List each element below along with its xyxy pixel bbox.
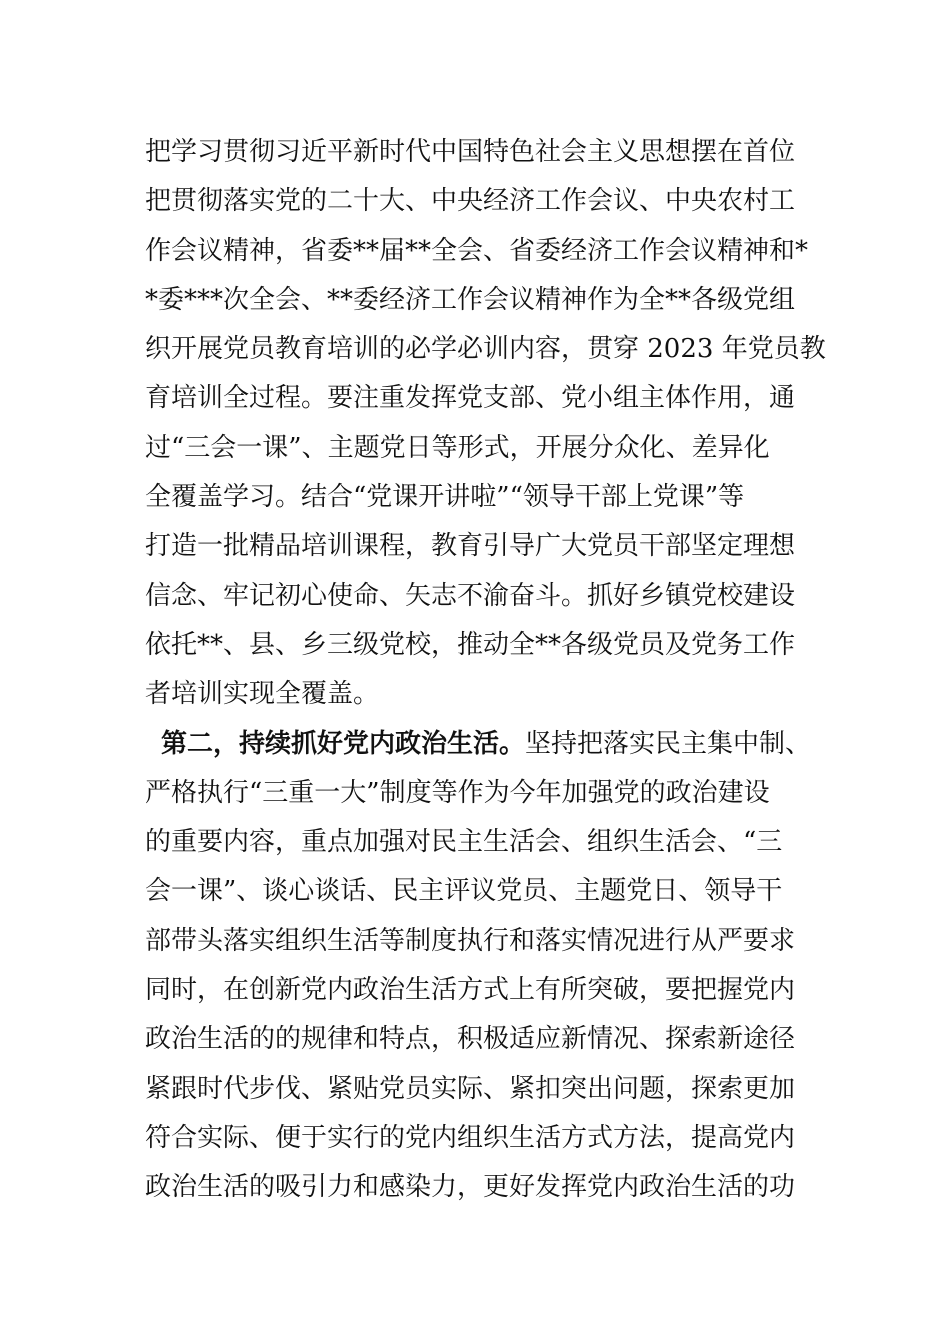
text-line: 把贯彻落实党的二十大、中央经济工作会议、中央农村工 xyxy=(145,186,796,217)
section-heading-rest: 坚持把落实民主集中制、 xyxy=(525,728,812,759)
text-line: 的重要内容，重点加强对民主生活会、组织生活会、“三 xyxy=(145,827,783,858)
text-line: 同时，在创新党内政治生活方式上有所突破，要把握党内 xyxy=(145,975,796,1006)
text-line: 全覆盖学习。结合“党课开讲啦”“领导干部上党课”等 xyxy=(145,482,745,513)
text-line: 者培训实现全覆盖。 xyxy=(145,679,380,710)
text-line: 政治生活的的规律和特点，积极适应新情况、探索新途径 xyxy=(145,1024,796,1055)
text-line: 严格执行“三重一大”制度等作为今年加强党的政治建设 xyxy=(145,777,770,808)
body-text xyxy=(145,128,845,1213)
text-line: 打造一批精品培训课程，教育引导广大党员干部坚定理想 xyxy=(145,531,796,562)
text-line: 过“三会一课”、主题党日等形式，开展分众化、差异化 xyxy=(145,432,770,463)
text-line: 紧跟时代步伐、紧贴党员实际、紧扣突出问题，探索更加 xyxy=(145,1073,796,1104)
text-line: 作会议精神，省委**届**全会、省委经济工作会议精神和* xyxy=(145,235,809,266)
text-line: 依托**、县、乡三级党校，推动全**各级党员及党务工作 xyxy=(145,629,796,660)
text-line: 部带头落实组织生活等制度执行和落实情况进行从严要求 xyxy=(145,925,796,956)
text-line: 织开展党员教育培训的必学必训内容，贯穿 2023 年党员教 xyxy=(145,334,826,365)
section-heading-line xyxy=(145,720,845,769)
text-line: 把学习贯彻习近平新时代中国特色社会主义思想摆在首位 xyxy=(145,137,796,167)
text-line: 会一课”、谈心谈话、民主评议党员、主题党日、领导干 xyxy=(145,876,783,907)
section-heading: 第二，持续抓好党内政治生活。 xyxy=(161,728,526,759)
text-line: *委***次全会、**委经济工作会议精神作为全**各级党组 xyxy=(145,284,796,315)
text-line: 政治生活的吸引力和感染力，更好发挥党内政治生活的功 xyxy=(145,1172,796,1203)
text-line: 育培训全过程。要注重发挥党支部、党小组主体作用，通 xyxy=(145,383,796,414)
text-line: 信念、牢记初心使命、矢志不渝奋斗。抓好乡镇党校建设 xyxy=(145,580,796,611)
text-line: 符合实际、便于实行的党内组织生活方式方法，提高党内 xyxy=(145,1122,796,1153)
